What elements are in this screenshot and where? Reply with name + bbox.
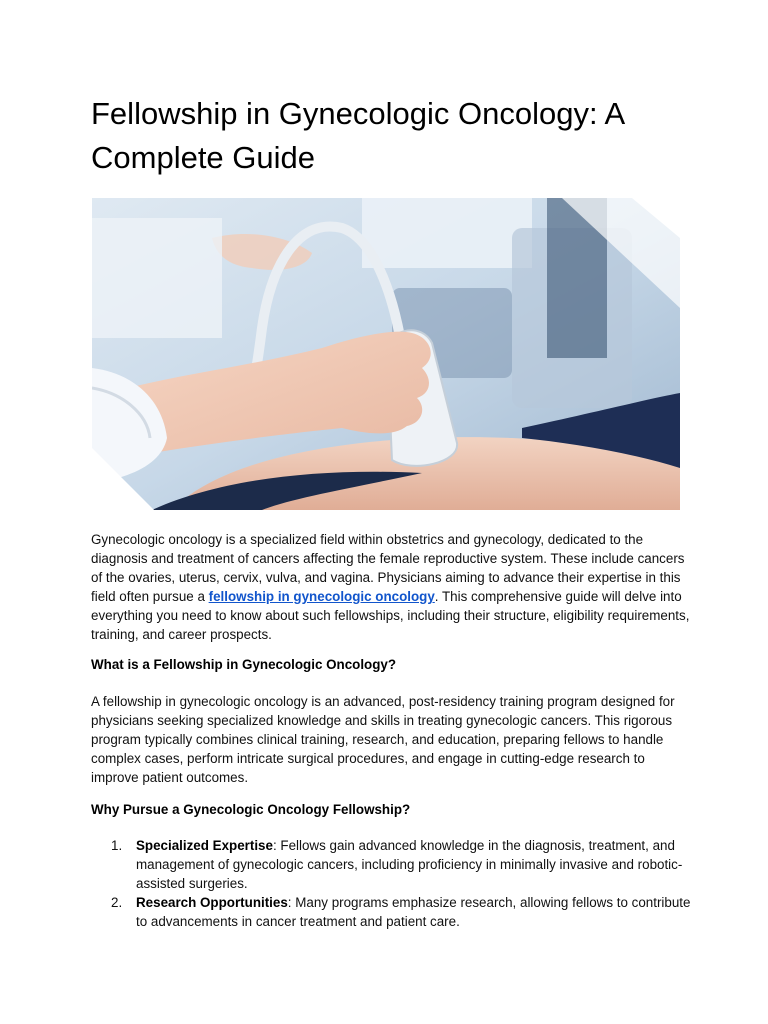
- reasons-list: [91, 836, 691, 931]
- list-item-number: 1.: [111, 838, 123, 853]
- list-item-text: : Many programs emphasize research, allowing fellows to contribute to advancements in cancer treatment and patient care.: [136, 895, 691, 929]
- intro-paragraph: [91, 530, 691, 644]
- list-item-term: Research Opportunities: [136, 895, 288, 910]
- hero-image: [92, 198, 680, 510]
- list-item: [91, 836, 691, 893]
- fellowship-link[interactable]: fellowship in gynecologic oncology: [208, 589, 435, 604]
- section-paragraph-what-is: A fellowship in gynecologic oncology is an advanced, post-residency training program designed for physicians seeking specialized knowledge and skills in treating gynecologic cancers. This rigorous program typically combines clinical training, research, and education, preparing fellows to handle complex cases, perform intricate surgical procedures, and engage in cutting-edge research to improve patient outcomes.: [91, 694, 675, 785]
- section-heading-what-is: What is a Fellowship in Gynecologic Oncology?: [91, 657, 397, 672]
- list-item-term: Specialized Expertise: [136, 838, 273, 853]
- page-title: Fellowship in Gynecologic Oncology: A Complete Guide: [91, 96, 624, 175]
- intro-text-after-link: . This comprehensive guide will delve into everything you need to know about such fellowships, including their structure, eligibility requirements, training, and career prospects.: [91, 589, 690, 642]
- ultrasound-photo: [92, 198, 680, 510]
- section-heading-why-pursue: Why Pursue a Gynecologic Oncology Fellowship?: [91, 802, 411, 817]
- list-item: [91, 893, 691, 931]
- list-item-text: : Fellows gain advanced knowledge in the diagnosis, treatment, and management of gynecologic cancers, including proficiency in minimally invasive and robotic-assisted surgeries.: [136, 838, 683, 891]
- intro-text-before-link: Gynecologic oncology is a specialized field within obstetrics and gynecology, dedicated to the diagnosis and treatment of cancers affecting the female reproductive system. These include cancers of the ovaries, uterus, cervix, vulva, and vagina. Physicians aiming to advance their expertise in this field often pursue a: [91, 532, 685, 604]
- list-item-number: 2.: [111, 895, 123, 910]
